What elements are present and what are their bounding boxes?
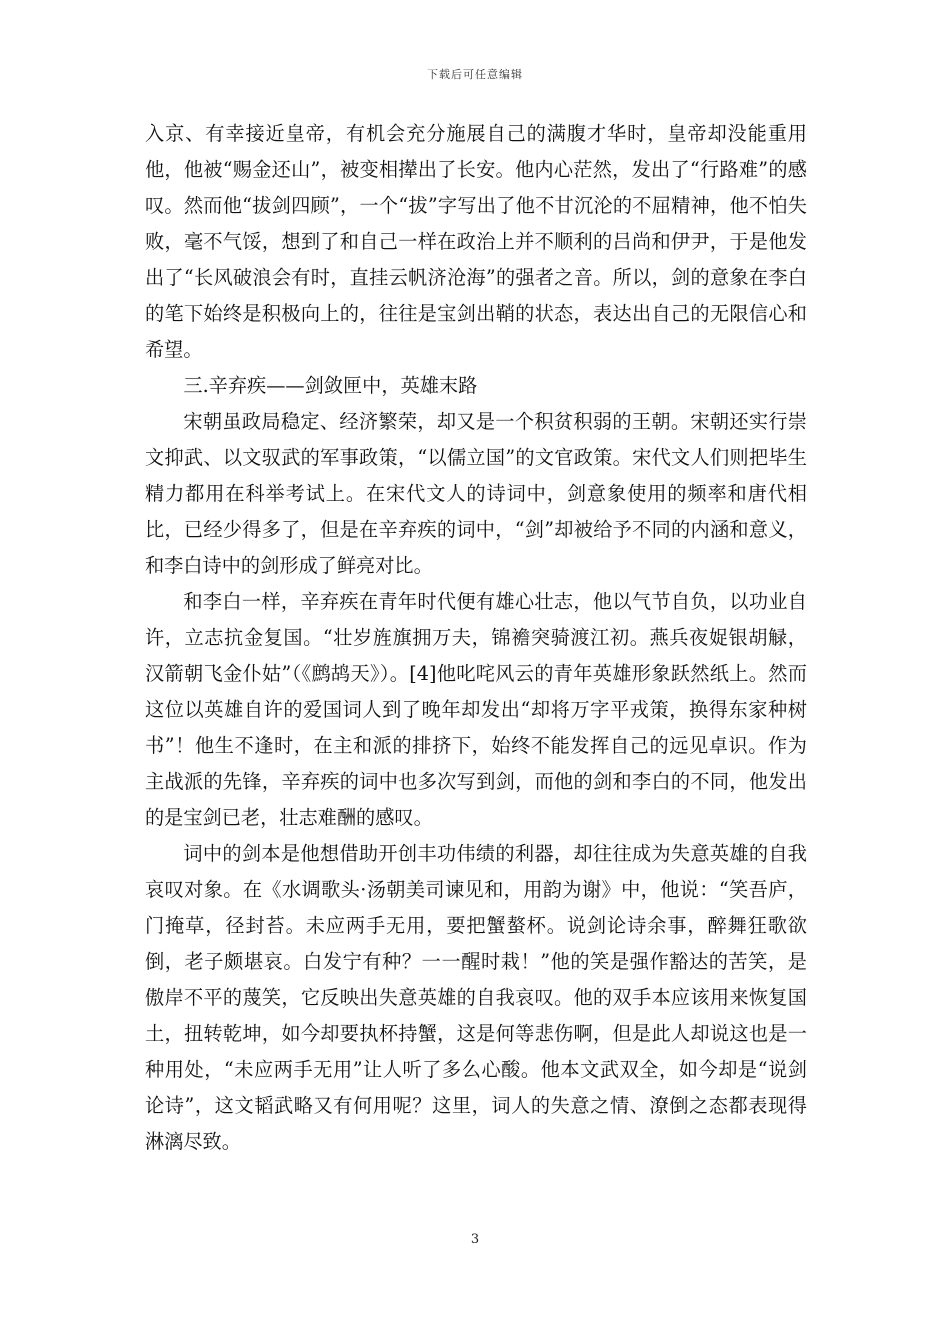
paragraph-li-bai-conclusion: 入京、有幸接近皇帝，有机会充分施展自己的满腹才华时，皇帝却没能重用他，他被“赐金还山”，被变相撵出了长安。他内心茫然，发出了“行路难”的感叹。然而他“拔剑四顾”，一个“拔”字写出了他不甘沉沦的不屈精神，他不怕失败，毫不气馁，想到了和自己一样在政治上并不顺利的吕尚和伊尹，于是他发出了“长风破浪会有时，直挂云帆济沧海”的强者之音。所以，剑的意象在李白的笔下始终是积极向上的，往往是宝剑出鞘的状态，表达出自己的无限信心和希望。 <box>145 122 807 361</box>
page-number: 3 <box>470 1232 480 1247</box>
paragraph-song-dynasty: 宋朝虽政局稳定、经济繁荣，却又是一个积贫积弱的王朝。宋朝还实行崇文抑武、以文驭武的军事政策，“以儒立国”的文官政策。宋代文人们则把毕生精力都用在科举考试上。在宋代文人的诗词中，剑意象使用的频率和唐代相比，已经少得多了，但是在辛弃疾的词中，“剑”却被给予不同的内涵和意义，和李白诗中的剑形成了鲜亮对比。 <box>145 410 807 577</box>
paragraph-xin-qiji-youth: 和李白一样，辛弃疾在青年时代便有雄心壮志，他以气节自负，以功业自许，立志抗金复国。“壮岁旌旗拥万夫，锦襜突骑渡江初。燕兵夜娖银胡觮，汉箭朝飞金仆姑”（《鹧鸪天》）。[4]他叱咤风云的青年英雄形象跃然纸上。然而这位以英雄自许的爱国词人到了晚年却发出“却将万字平戎策，换得东家种树书”！他生不逢时，在主和派的排挤下，始终不能发挥自己的远见卓识。作为主战派的先锋，辛弃疾的词中也多次写到剑，而他的剑和李白的不同，他发出的是宝剑已老，壮志难酬的感叹。 <box>145 590 807 829</box>
section-heading-xin-qiji: 三.辛弃疾——剑敛匣中，英雄末路 <box>183 374 478 397</box>
page-header: 下载后可任意编辑 <box>427 68 523 81</box>
document-body <box>145 116 807 1160</box>
paragraph-sword-in-ci: 词中的剑本是他想借助开创丰功伟绩的利器，却往往成为失意英雄的自我哀叹对象。在《水调歌头·汤朝美司谏见和，用韵为谢》中，他说：“笑吾庐，门掩草，径封苔。未应两手无用，要把蟹螯杯。说剑论诗余事，醉舞狂歌欲倒，老子颇堪哀。白发宁有种？一一醒时栽！”他的笑是强作豁达的苦笑，是傲岸不平的蔑笑，它反映出失意英雄的自我哀叹。他的双手本应该用来恢复国土，扭转乾坤，如今却要执杯持蟹，这是何等悲伤啊，但是此人却说这也是一种用处，“未应两手无用”让人听了多么心酸。他本文武双全，如今却是“说剑论诗”，这文韬武略又有何用呢？这里，词人的失意之情、潦倒之态都表现得淋漓尽致。 <box>145 842 807 1153</box>
